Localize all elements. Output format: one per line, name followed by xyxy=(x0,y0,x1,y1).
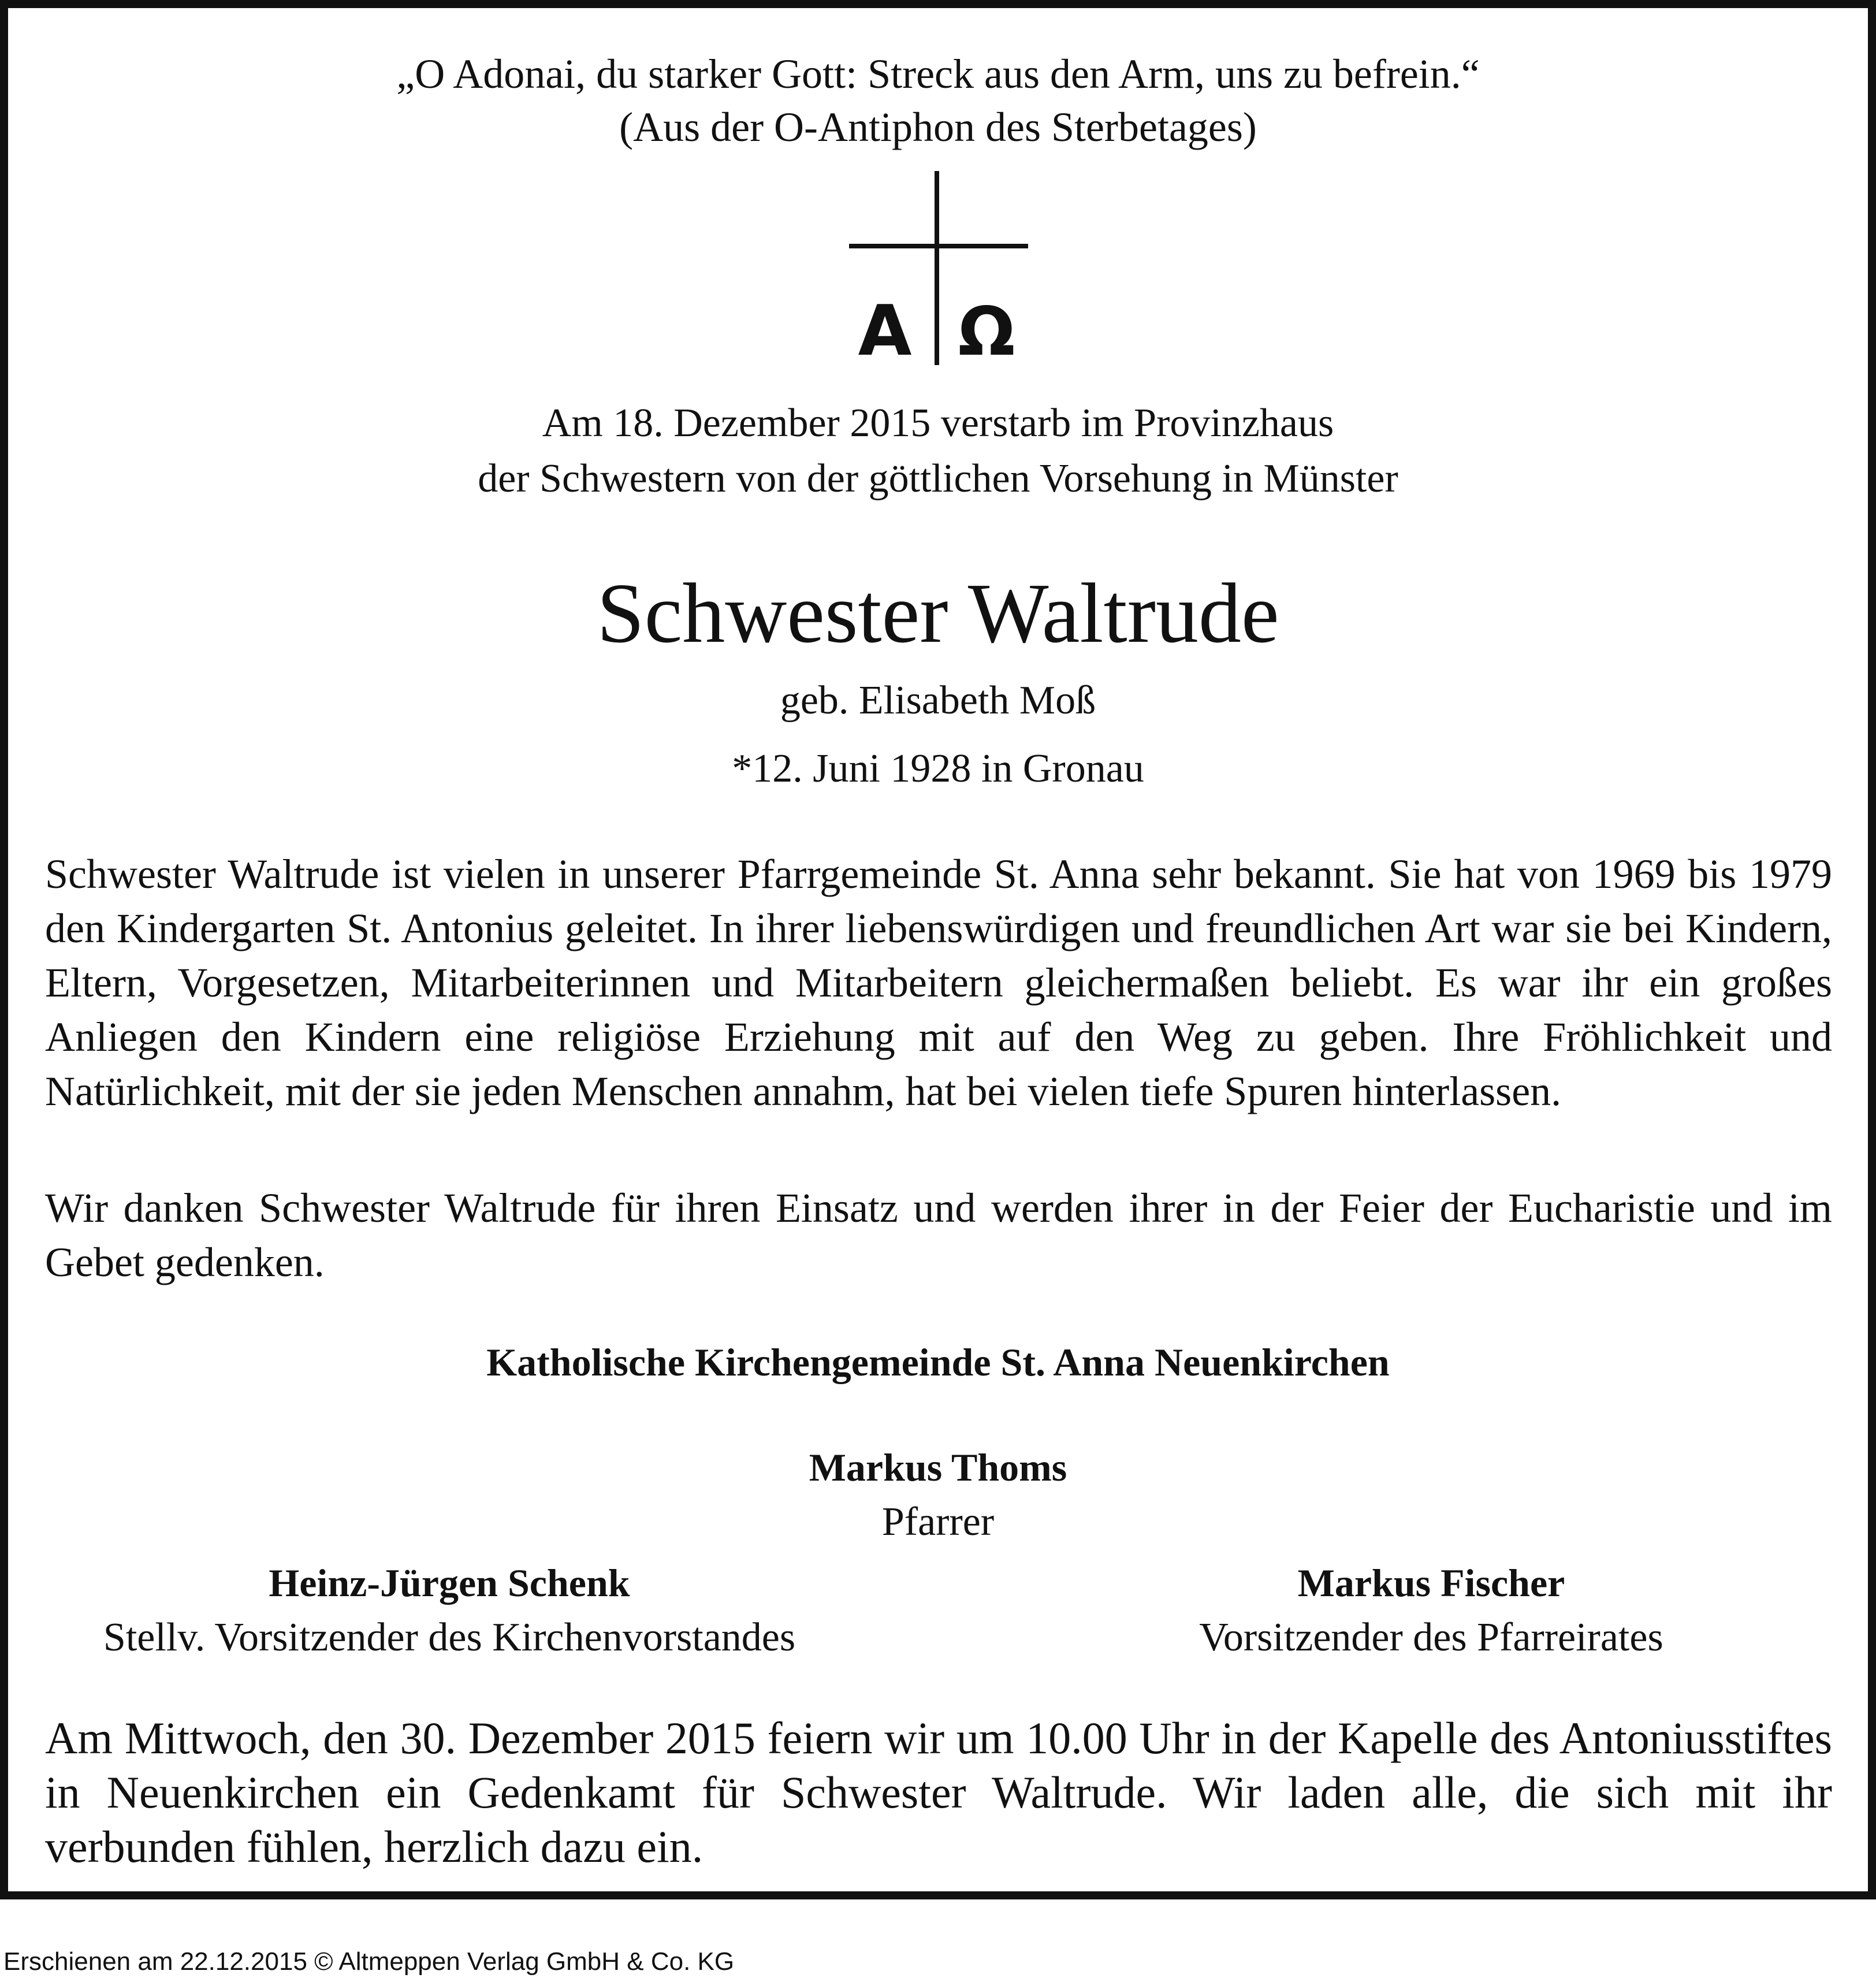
parish-name: Katholische Kirchengemeinde St. Anna Neuenkirchen xyxy=(486,1340,1390,1384)
thanks-paragraph: Wir danken Schwester Waltrude für ihren Einsatz und werden ihrer in der Feier der Eucharistie und im Gebet gedenken. xyxy=(45,1185,1832,1285)
alpha-glyph: A xyxy=(858,291,912,365)
signatory-left-name: Heinz-Jürgen Schenk xyxy=(269,1561,630,1605)
pastor-role: Pfarrer xyxy=(881,1500,995,1544)
signatory-right-role: Vorsitzender des Pfarreirates xyxy=(1199,1615,1663,1660)
cross-vertical-bar xyxy=(935,171,939,365)
motto-source: (Aus der O-Antiphon des Sterbetages) xyxy=(619,104,1257,150)
deceased-name: Schwester Waltrude xyxy=(597,566,1279,661)
signatory-left-role: Stellv. Vorsitzender des Kirchenvorstandes xyxy=(103,1615,796,1660)
signatory-right-name: Markus Fischer xyxy=(1297,1561,1565,1605)
publication-footer: Erschienen am 22.12.2015 © Altmeppen Verlag GmbH & Co. KG xyxy=(3,1947,735,1976)
cross-horizontal-bar xyxy=(849,244,1028,248)
tribute-paragraph: Schwester Waltrude ist vielen in unserer Pfarrgemeinde St. Anna sehr bekannt. Sie hat von 1969 bis 1979 den Kindergarten St. Antonius geleitet. In ihrer liebenswürdigen und freundlichen Art war sie bei Kindern, Eltern, Vorgesetzen, Mitarbeiterinnen und Mitarbeitern gleichermaßen beliebt. Es war ihr ein großes Anliegen den Kindern eine religiöse Erziehung mit auf den Weg zu geben. Ihre Fröhlichkeit und Natürlichkeit, mit der sie jeden Menschen annahm, hat bei vielen tiefe Spuren hinterlassen. xyxy=(45,851,1832,1114)
birth-date: *12. Juni 1928 in Gronau xyxy=(732,746,1144,791)
intro-line-2: der Schwestern von der göttlichen Vorsehung in Münster xyxy=(478,456,1398,501)
motto-quote: „O Adonai, du starker Gott: Streck aus den Arm, uns zu befrein.“ xyxy=(396,51,1480,97)
omega-glyph: Ω xyxy=(958,293,1015,365)
memorial-service-notice: Am Mittwoch, den 30. Dezember 2015 feiern wir um 10.00 Uhr in der Kapelle des Antoniusstiftes in Neuenkirchen ein Gedenkamt für Schwester Waltrude. Wir laden alle, die sich mit ihr verbunden fühlen, herzlich dazu ein. xyxy=(45,1713,1832,1872)
pastor-name: Markus Thoms xyxy=(809,1445,1067,1489)
birth-name: geb. Elisabeth Moß xyxy=(780,678,1096,723)
cross-alpha-omega-icon xyxy=(849,171,1028,365)
intro-line-1: Am 18. Dezember 2015 verstarb im Provinzhaus xyxy=(542,401,1334,445)
